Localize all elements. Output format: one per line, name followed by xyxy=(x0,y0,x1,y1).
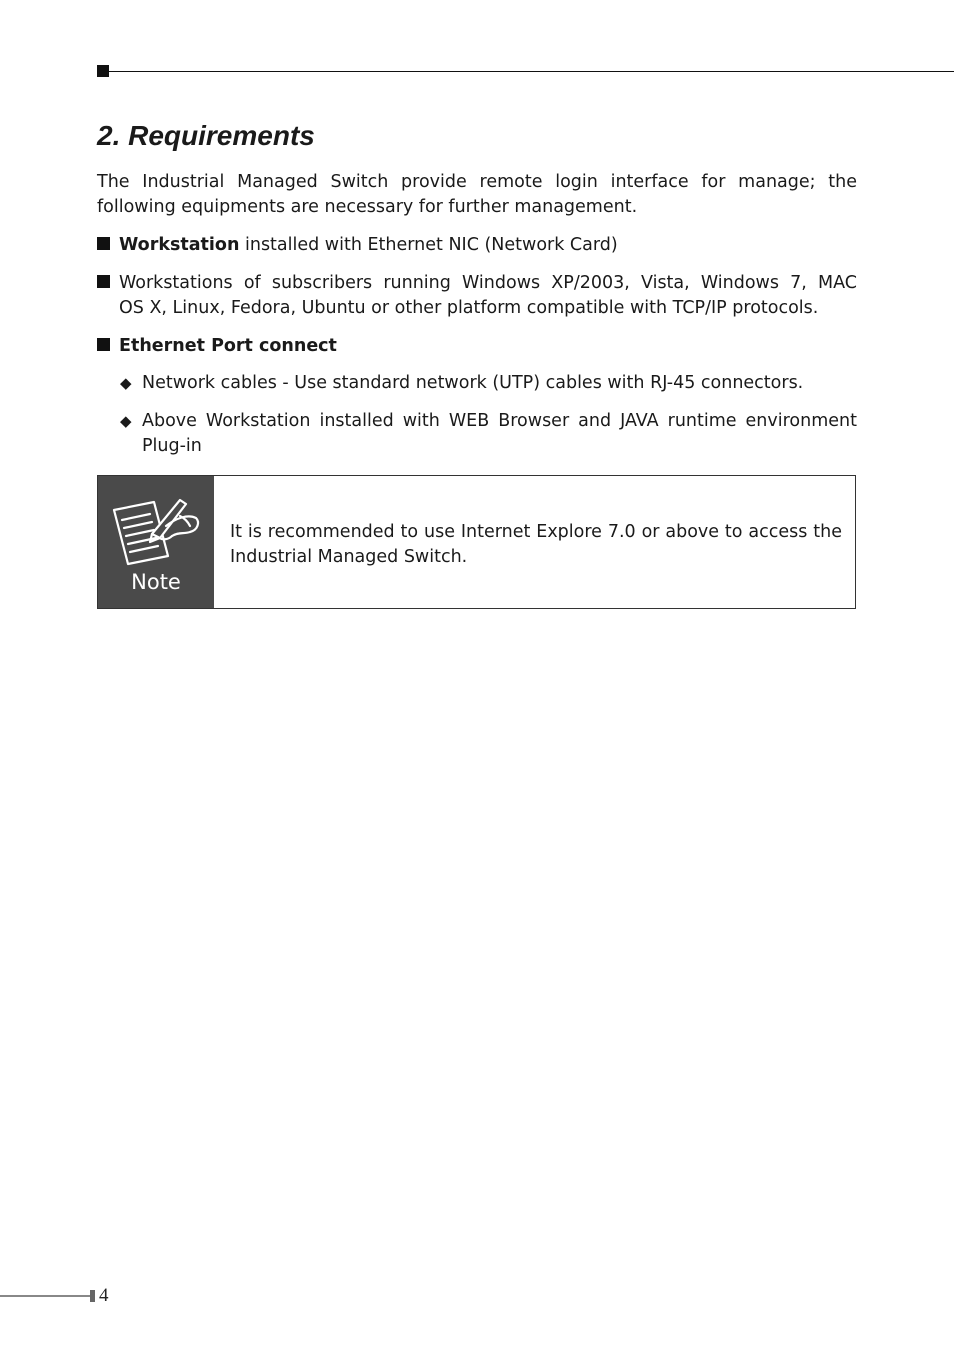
square-bullet-icon xyxy=(97,275,110,288)
note-text: It is recommended to use Internet Explore 7.0 or above to access the Industrial Managed Switch. xyxy=(230,522,842,567)
page-number: 4 xyxy=(99,1285,109,1306)
bullet-workstation-text: installed with Ethernet NIC (Network Card) xyxy=(239,235,618,255)
top-rule-line xyxy=(109,71,954,72)
note-box xyxy=(97,475,856,609)
note-pen-icon xyxy=(110,496,202,566)
bullet-subscribers xyxy=(97,271,857,321)
square-bullet-icon xyxy=(97,237,110,250)
top-rule xyxy=(97,65,954,77)
diamond-bullet-icon: ◆ xyxy=(120,412,132,430)
square-bullet-icon xyxy=(97,338,110,351)
bullet-ethernet xyxy=(97,334,337,359)
note-label: Note xyxy=(131,570,181,594)
bullet-ethernet-bold: Ethernet Port connect xyxy=(119,336,337,356)
bullet-subscribers-line2: OS X, Linux, Fedora, Ubuntu or other platform compatible with TCP/IP protocols. xyxy=(119,298,819,318)
sub-bullet-cables-text: Network cables - Use standard network (UTP) cables with RJ-45 connectors. xyxy=(142,373,804,393)
bullet-workstation-bold: Workstation xyxy=(119,235,240,255)
intro-paragraph: The Industrial Managed Switch provide remote login interface for manage; the following equipments are necessary for further management. xyxy=(97,172,857,217)
footer-mark xyxy=(90,1290,95,1302)
sub-bullet-browser-line2: Plug-in xyxy=(142,436,202,456)
sub-bullet-browser xyxy=(120,409,857,459)
footer-rule xyxy=(0,1295,90,1297)
bullet-workstation xyxy=(97,233,618,258)
top-rule-square xyxy=(97,65,109,77)
bullet-subscribers-line1: Workstations of subscribers running Windows XP/2003, Vista, Windows 7, MAC xyxy=(119,273,857,293)
note-sidebar xyxy=(98,476,214,608)
sub-bullet-cables xyxy=(120,371,803,396)
diamond-bullet-icon: ◆ xyxy=(120,374,132,392)
section-heading: 2. Requirements xyxy=(97,120,315,151)
sub-bullet-browser-line1: Above Workstation installed with WEB Browser and JAVA runtime environment xyxy=(142,411,857,431)
